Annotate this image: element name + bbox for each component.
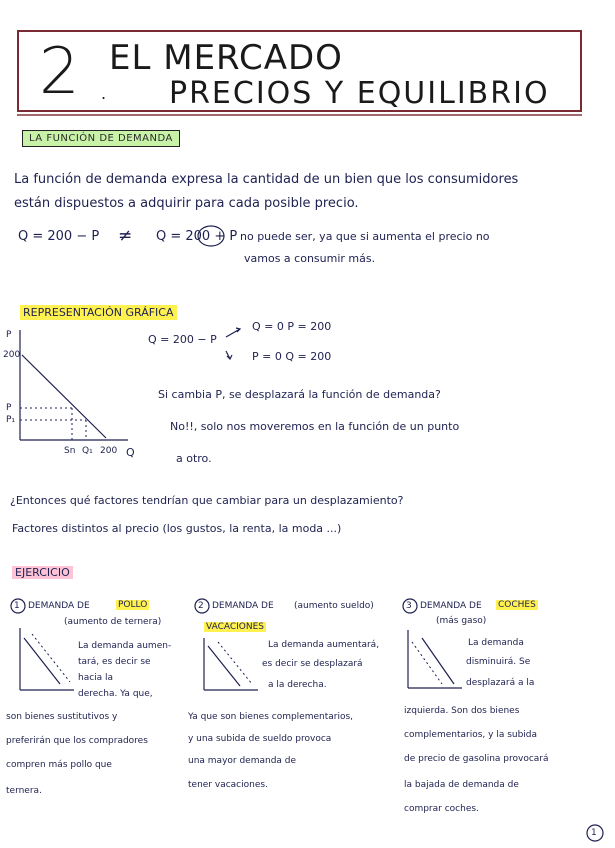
exercise-text: Ya que son bienes complementarios,	[188, 712, 354, 722]
shift-question: Si cambia P, se desplazará la función de demanda?	[158, 388, 441, 401]
exercise-title: DEMANDA DE	[28, 601, 90, 611]
mini-graph-2	[200, 638, 260, 698]
arrows	[224, 323, 248, 363]
title-box	[17, 30, 582, 112]
exercise-text: de precio de gasolina provocará	[404, 754, 549, 764]
exercise-text: tener vacaciones.	[188, 780, 268, 790]
exercise-number: 1	[14, 601, 20, 611]
section-heading-exercise: EJERCICIO	[12, 566, 73, 579]
exercise-text: derecha. Ya que,	[78, 689, 153, 699]
graph-x-label: Q	[126, 446, 135, 459]
not-equal-sign: ≠	[118, 226, 133, 246]
exercise-text: tará, es decir se	[78, 657, 151, 667]
factors-question: ¿Entonces qué factores tendrían que cambiar para un desplazamiento?	[10, 494, 404, 507]
exercise-text: es decir se desplazará	[262, 659, 363, 669]
exercise-text: compren más pollo que	[6, 760, 112, 770]
exercise-text: La demanda aumen-	[78, 641, 172, 651]
chapter-number: 2	[39, 35, 80, 109]
chapter-title-line1: EL MERCADO	[109, 38, 343, 78]
exercise-text: ternera.	[6, 786, 42, 796]
graph-case-2: P = 0 Q = 200	[252, 350, 332, 363]
paragraph-line: La función de demanda expresa la cantidad de un bien que los consumidores	[14, 172, 519, 187]
equation-wrong: Q = 200 + P	[156, 229, 238, 244]
exercise-text: complementarios, y la subida	[404, 730, 538, 740]
mini-graph-3	[404, 630, 464, 694]
equation-demand: Q = 200 − P	[18, 229, 100, 244]
chapter-title-line2: PRECIOS Y EQUILIBRIO	[169, 76, 550, 111]
exercise-text: La demanda	[468, 638, 524, 648]
exercise-text: comprar coches.	[404, 804, 479, 814]
exercise-text: disminuirá. Se	[466, 657, 531, 667]
exercise-number: 3	[406, 601, 412, 611]
exercise-text: La demanda aumentará,	[268, 640, 380, 650]
exercise-text: y una subida de sueldo provoca	[188, 734, 332, 744]
page-number: 1	[591, 828, 597, 838]
graph-y-tick: P₁	[6, 415, 16, 425]
graph-x-tick: Sn	[64, 446, 76, 456]
graph-y-tick: P	[6, 403, 12, 413]
exercise-subtitle: (aumento de ternera)	[64, 617, 162, 627]
exercise-title: DEMANDA DE	[212, 601, 274, 611]
exercise-text: izquierda. Son dos bienes	[404, 706, 520, 716]
exercise-text: desplazará a la	[466, 678, 535, 688]
exercise-title-highlight: POLLO	[118, 600, 148, 610]
graph-y-label: P	[6, 330, 12, 340]
section-heading-graph: REPRESENTACIÓN GRÁFICA	[20, 305, 177, 320]
exercise-title-highlight: COCHES	[498, 600, 536, 610]
mini-graph-1	[14, 628, 74, 698]
paragraph-line: están dispuestos a adquirir para cada posible precio.	[14, 196, 359, 211]
chapter-dot: .	[101, 84, 107, 103]
exercise-number: 2	[198, 601, 204, 611]
shift-answer-line1: No!!, solo nos moveremos en la función de un punto	[170, 420, 460, 433]
exercise-text: son bienes sustitutivos y	[6, 712, 118, 722]
graph-equation: Q = 200 − P	[148, 333, 217, 346]
graph-case-1: Q = 0 P = 200	[252, 320, 332, 333]
demand-graph	[8, 330, 138, 460]
exercise-title-highlight: VACACIONES	[206, 622, 265, 632]
exercise-title: DEMANDA DE	[420, 601, 482, 611]
equation-note-line2: vamos a consumir más.	[244, 252, 376, 265]
graph-x-tick: Q₁	[82, 446, 93, 456]
exercise-text: preferirán que los compradores	[6, 736, 148, 746]
exercise-text: hacia la	[78, 673, 114, 683]
graph-y-tick: 200	[3, 350, 21, 360]
section-heading-demand-function: LA FUNCIÓN DE DEMANDA	[22, 130, 180, 147]
exercise-text: a la derecha.	[268, 680, 327, 690]
equation-note-line1: no puede ser, ya que si aumenta el precio no	[240, 230, 490, 243]
shift-answer-line2: a otro.	[176, 452, 212, 465]
factors-answer: Factores distintos al precio (los gustos, la renta, la moda ...)	[12, 522, 342, 535]
exercise-text: una mayor demanda de	[188, 756, 297, 766]
exercise-text: la bajada de demanda de	[404, 780, 519, 790]
circle-mark	[196, 224, 226, 248]
graph-x-tick: 200	[100, 446, 118, 456]
exercise-subtitle: (más gaso)	[436, 616, 487, 626]
exercise-title-tail: (aumento sueldo)	[294, 601, 374, 611]
